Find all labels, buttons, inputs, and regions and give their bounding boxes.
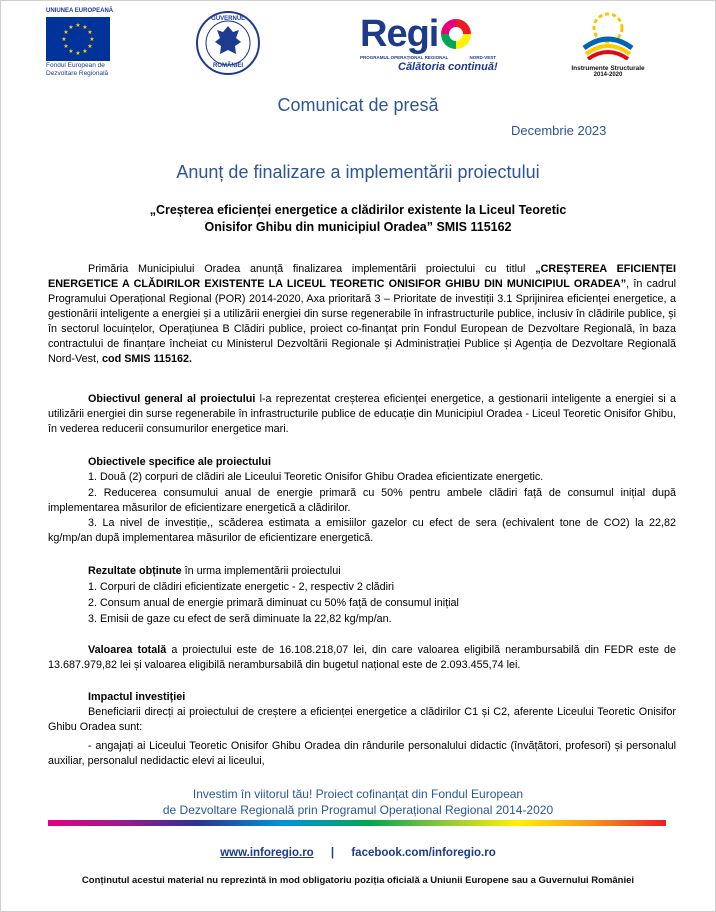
regio-word: Regi xyxy=(360,13,439,55)
svg-text:★: ★ xyxy=(75,50,81,57)
svg-text:★: ★ xyxy=(82,24,88,31)
svg-text:★: ★ xyxy=(61,36,67,43)
regio-region: NORD-VEST xyxy=(469,55,496,60)
is-caption-2: 2014-2020 xyxy=(593,72,623,78)
specific-objective-3: 3. La nivel de investiție,, scăderea estimata a emisiilor gazelor cu efect de sera (echivalent tone de CO2) la 22,82 kg/mp/an după implementarea măsurilor de eficientizare energetică. xyxy=(48,517,676,544)
intro-smis: cod SMIS 115162. xyxy=(102,353,193,365)
intro-text-2: , în cadrul Programului Operațional Regional (POR) 2014-2020, Axa prioritară 3 – Prioritate de investiții 3.1 Sprijinirea eficienței energetice, a gestionării inteligente a energiei și a utilizării energiei din surse regenerabile în infrastructurile publice, inclusiv în clădirile publice, și în sectorul locuințelor, Operațiunea B Clădiri publice, proiect co-finanțat prin Fondul European de Dezvoltare Regională, în baza contractului de finanțare încheiat cu Ministerul Dezvoltării Regionale și Administrației Publice și Agenția de Dezvoltare Regională Nord-Vest, xyxy=(48,278,676,365)
eu-logo xyxy=(46,8,120,80)
project-title-line2: Onisifor Ghibu din municipiul Oradea” SMIS 115162 xyxy=(204,220,512,234)
eu-flag xyxy=(46,17,110,61)
regio-logo xyxy=(360,14,500,80)
regio-o-icon xyxy=(439,17,473,51)
page-title: Comunicat de presă xyxy=(277,95,439,115)
svg-text:★: ★ xyxy=(68,24,74,31)
value-text: a proiectului este de 16.108.218,07 lei, din care valoarea eligibilă nerambursabilă din FEDR este de 13.687.979,82 lei și valoarea eligibilă nerambursabilă din bugetul național este de 2.093.455,74 lei. xyxy=(48,644,676,671)
value-paragraph xyxy=(48,643,676,673)
result-item-2: 2. Consum anual de energie primară diminuat cu 50% față de consumul inițial xyxy=(88,597,459,609)
specific-objective-1: 1. Două (2) corpuri de clădiri ale Liceului Teoretic Onisifor Ghibu Oradea eficientizate energetic. xyxy=(88,471,544,483)
is-caption-1: Instrumente Structurale xyxy=(571,65,645,72)
svg-text:★: ★ xyxy=(75,22,81,29)
inforegio-link[interactable]: www.inforegio.ro xyxy=(220,847,314,859)
result-item-1: 1. Corpuri de clădiri eficientizate energetic - 2, respectiv 2 clădiri xyxy=(88,581,395,593)
svg-text:★: ★ xyxy=(87,29,93,36)
footer-line-2: de Dezvoltare Regională prin Programul Operațional Regional 2014-2020 xyxy=(162,803,554,817)
rainbow-divider xyxy=(48,820,666,826)
regio-sub: PROGRAMUL OPERAȚIONAL REGIONAL xyxy=(360,55,449,60)
footer-disclaimer: Conținutul acestui material nu reprezintă în mod obligatoriu poziția oficială a Uniunii Europene sau a Guvernului României xyxy=(81,875,635,886)
general-objective-text: l-a reprezentat creșterea eficienței energetice, a gestionarii inteligente a energiei si a utilizării energiei din surse regenerabile în infrastructurile publice de educație din Municipiul Oradea - Liceul Teoretic Onisifor Ghibu, în vederea reducerii consumurilor energetice mari. xyxy=(48,393,676,435)
svg-text:★: ★ xyxy=(63,43,69,50)
svg-text:★: ★ xyxy=(68,48,74,55)
svg-text:★: ★ xyxy=(82,48,88,55)
results-heading xyxy=(88,564,341,579)
specific-objectives-heading: Obiectivele specifice ale proiectului xyxy=(88,456,272,468)
intro-project-name: „CREȘTEREA EFICIENȚEI ENERGETICE A CLĂDIRILOR EXISTENTE LA LICEUL TEORETIC ONISIFOR GHIBU DIN MUNICIPIUL ORADEA” xyxy=(48,263,676,290)
intro-paragraph xyxy=(48,262,676,367)
footer-line-1: Investim în viitorul tău! Proiect cofinanțat din Fondul European xyxy=(192,787,524,801)
is-emblem-icon xyxy=(566,8,650,60)
impact-bullet: - angajați ai Liceului Teoretic Onisifor Ghibu Oradea din rândurile personalului didactic (învățători, profesori) și personalul auxiliar, personalul nedidactic elevi ai liceului, xyxy=(48,740,676,767)
svg-text:★: ★ xyxy=(63,29,69,36)
footer-links xyxy=(0,847,716,859)
general-objective-label: Obiectivul general al proiectului xyxy=(88,393,256,405)
general-objective-paragraph xyxy=(48,392,676,437)
footer-separator: | xyxy=(330,847,335,859)
is-logo xyxy=(566,8,650,80)
eu-label: UNIUNEA EUROPEANĂ xyxy=(46,8,114,14)
eu-stars-icon xyxy=(46,17,110,61)
guvern-logo xyxy=(195,10,261,76)
facebook-link[interactable]: facebook.com/inforegio.ro xyxy=(351,847,496,859)
svg-text:★: ★ xyxy=(87,43,93,50)
svg-text:★: ★ xyxy=(89,36,95,43)
results-heading-rest: în urma implementării proiectului xyxy=(181,565,341,577)
value-label: Valoarea totală xyxy=(88,644,167,656)
guvern-top-text: GUVERNUL xyxy=(211,16,245,22)
specific-objective-2: 2. Reducerea consumului anual de energie primară cu 50% pentru ambele clădiri față de consumul inițial după implementarea măsurilor de eficientizare energetică a clădirilor. xyxy=(48,487,676,514)
impact-heading: Impactul investiției xyxy=(88,691,186,703)
guvern-bottom-text: ROMÂNIEI xyxy=(213,63,243,69)
eu-caption: Fondul European de Dezvoltare Regională xyxy=(46,62,109,77)
subtitle: Anunț de finalizare a implementării proiectului xyxy=(176,162,540,182)
results-heading-bold: Rezultate obținute xyxy=(88,565,182,577)
intro-text-1: Primăria Municipiului Oradea anunță finalizarea implementării proiectului cu titlul xyxy=(88,263,536,275)
impact-paragraph: Beneficiarii direcți ai proiectului de creștere a eficienței energetice a clădirilor C1 și C2, aferente Liceului Teoretic Onisifor Ghibu Oradea sunt: xyxy=(48,706,676,733)
project-title-line1: „Creșterea eficienței energetice a clădirilor existente la Liceul Teoretic xyxy=(149,203,567,217)
regio-tagline: Călătoria continuă! xyxy=(398,61,498,73)
date-label: Decembrie 2023 xyxy=(511,123,607,138)
result-item-3: 3. Emisii de gaze cu efect de seră diminuate la 22,82 kg/mp/an. xyxy=(88,613,392,625)
